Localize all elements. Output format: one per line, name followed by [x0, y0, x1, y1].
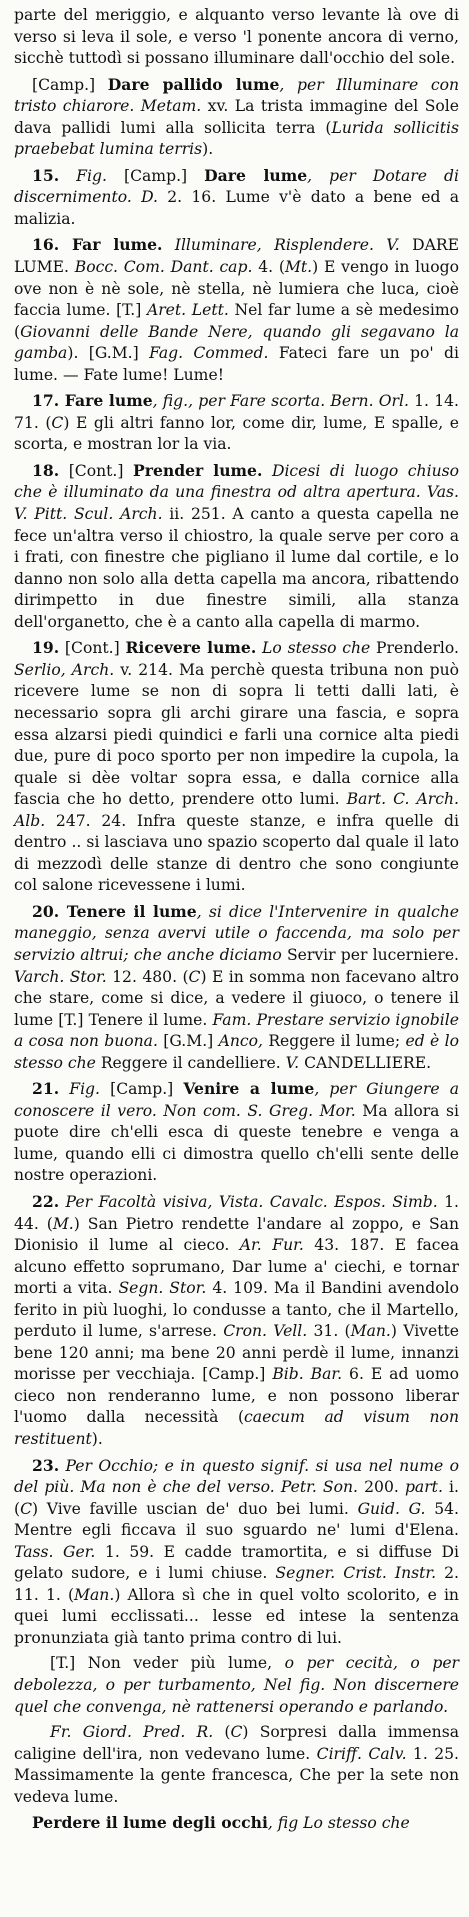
body-text: [Camp.]: [100, 1080, 184, 1099]
italic-text: , fig., per Fare scorta. Bern. Orl.: [152, 392, 409, 411]
body-text: 200.: [358, 1478, 405, 1497]
headword-text: 18.: [32, 460, 60, 480]
body-text: 4. 109. Ma il Bandini avendolo ferito in più luoghi, lo condusse a tanto, che il Martello, perduto il lume, s'arrese.: [14, 1279, 459, 1341]
italic-text: caecum ad visum non restituent: [14, 1408, 459, 1448]
body-text: [Camp.]: [106, 166, 205, 185]
body-text: parte del meriggio, e alquanto verso levante là ove di verso si leva il sole, e verso 'l ponente ancora di verno, sicchè tuttodì si possano illuminare dall'occhio del sole.: [14, 6, 459, 68]
italic-text: Anco,: [218, 1032, 263, 1051]
italic-text: , fig Lo stesso che: [267, 1814, 410, 1833]
body-text: 2. 16. Lume v'è dato a bene ed a malizia.: [14, 188, 459, 228]
entry-paragraph: [14, 1455, 459, 1650]
italic-text: Fam. Prestare servizio ignobile a cosa non buona.: [14, 1010, 459, 1051]
body-text: 31. (: [307, 1322, 351, 1341]
italic-text: Illuminare, Risplendere. V.: [162, 236, 400, 255]
body-text: ).: [91, 1430, 103, 1448]
italic-text: , per Dotare di discernimento. D.: [14, 166, 459, 207]
headword-text: 20. Tenere il lume: [32, 901, 197, 921]
entry-paragraph: [14, 234, 459, 386]
italic-text: Man.: [350, 1322, 391, 1341]
body-text: ) E gli altri fanno lor, come dir, lume, E spalle, e scorta, e mostran lor la via.: [14, 413, 459, 454]
body-text: Prenderlo.: [370, 639, 459, 658]
entry-paragraph: [14, 1812, 459, 1835]
body-text: 6. E ad uomo cieco non renderanno lume, e non possono liberar l'uomo dalla necessità (: [14, 1365, 459, 1427]
headword-text: 22.: [32, 1191, 60, 1211]
body-text: [Cont.]: [59, 461, 133, 480]
body-text: CANDELLIERE.: [299, 1053, 432, 1072]
body-text: [Camp.]: [32, 75, 108, 94]
body-text: ) Vivette bene 120 anni; ma bene 20 anni perdè il lume, innanzi morisse per vecchiaja. [Camp.]: [14, 1322, 459, 1384]
headword-text: Perdere il lume degli occhi: [32, 1813, 268, 1833]
body-text: Reggere il candelliere.: [95, 1053, 286, 1072]
italic-text: Per Occhio; e in questo signif. si usa nel nume o del più. Ma non è che del verso. Petr. Son.: [14, 1456, 459, 1497]
body-text: ) E in somma non facevano altro che stare, come si dice, a vedere il giuoco, o tenere il lume [T.] Tenere il lume.: [14, 967, 459, 1029]
italic-text: Fig.: [59, 1080, 100, 1099]
body-text: 1. 59. E cadde tramortita, e si diffuse Di gelato sudore, e i lumi chiuse.: [14, 1542, 459, 1583]
italic-text: , per Illuminare con tristo chiarore. Metam.: [14, 75, 459, 116]
italic-text: Fr. Giord. Pred. R.: [50, 1723, 214, 1742]
body-text: [T.] Non veder più lume,: [50, 1654, 285, 1673]
body-text: Nel far lume a sè medesimo (: [14, 301, 459, 341]
body-text: 4. (: [252, 258, 285, 277]
body-text: 2. 11. 1. (: [14, 1564, 459, 1604]
headword-text: Dare lume: [204, 165, 308, 185]
body-text: Ma allora si puote dire ch'elli esca di queste tenebre e venga a lume, quando elli ci dimostra quello ch'elli sente delle nostre operazioni.: [14, 1101, 459, 1185]
italic-text: Fig.: [59, 166, 107, 185]
body-text: [G.M.]: [157, 1032, 219, 1051]
body-text: ) San Pietro rendette l'andare al zoppo, e San Dionisio il lume al cieco.: [14, 1214, 459, 1255]
body-text: 12. 480. (: [106, 967, 189, 986]
body-text: ).: [202, 140, 214, 159]
body-text: DARE LUME.: [14, 236, 459, 277]
italic-text: V.: [285, 1053, 300, 1072]
body-text: 54. Mentre egli ficcava il suo sguardo ne' lumi d'Elena.: [14, 1499, 460, 1540]
body-text: ) Sorpresi dalla immensa caligine dell'ira, non vedevano lume.: [14, 1723, 459, 1763]
italic-text: C: [188, 967, 201, 986]
body-text: 1. 44. (: [14, 1192, 459, 1233]
entry-paragraph: [14, 637, 459, 897]
italic-text: Lo stesso che: [256, 639, 371, 658]
body-text: ). [G.M.]: [67, 344, 150, 363]
italic-text: M.: [52, 1214, 74, 1233]
italic-text: Varch. Stor.: [14, 967, 107, 986]
italic-text: Guid. G.: [357, 1499, 426, 1518]
body-text: Servir per lucerniere.: [281, 945, 460, 964]
italic-text: , si dice l'Intervenire in qualche maneggio, senza avervi utile o faccenda, ma solo per servizio altrui; che anche diciamo: [14, 902, 460, 964]
entry-paragraph: [14, 460, 459, 633]
headword-text: Dare pallido lume: [107, 74, 280, 94]
headword-text: 23.: [32, 1455, 60, 1475]
body-text: v. 214. Ma perchè questa tribuna non può ricevere lume se non di sopra li tetti dalli lati, è necessario sopra gli archi girare una fascia, e sopra essa alzarsi piedi quindici e farli una cornice alta piedi due, pure di poco sporto per non impedire la cupola, la quale si dèe voltar sopra essa, e dalla cornice alla fascia che ho detto, prendere otto lumi.: [14, 660, 459, 809]
italic-text: Segn. Stor.: [118, 1279, 207, 1298]
entry-paragraph: [14, 1722, 459, 1808]
italic-text: Man.: [74, 1585, 115, 1604]
body-text: Reggere il lume;: [262, 1032, 406, 1051]
body-text: 1. 25. Massimamente la gente francesca, Che per la sete non vedeva lume.: [14, 1744, 459, 1806]
italic-text: Aret. Lett.: [146, 301, 229, 320]
italic-text: Bart. C. Arch. Alb.: [14, 790, 459, 830]
entry-paragraph: [14, 1191, 459, 1451]
body-text: xv. La trista immagine del Sole dava pallidi lumi alla sollicita terra (: [14, 97, 459, 137]
entry-paragraph: [14, 165, 459, 231]
italic-text: Tass. Ger.: [14, 1542, 96, 1561]
body-text: ) E vengo in luogo ove non è nè sole, nè stella, nè lumiera che luca, cioè faccia lume. [T.]: [14, 258, 459, 320]
body-text: Fateci fare un po' di lume. — Fate lume! Lume!: [14, 344, 459, 384]
body-text: 43. 187. E facea alcuno effetto soprumano, Dar lume a' ciechi, e tornar morti a vita.: [14, 1236, 459, 1298]
headword-text: Prender lume.: [133, 460, 263, 480]
italic-text: Bocc. Com. Dant. cap.: [74, 258, 253, 277]
entry-paragraph: [14, 5, 459, 70]
body-text: ) Allora sì che in quel volto scolorito, e in quei lumi ecclissati... lesse ed intese la sentenza pronunziata già tanto prima contro di lui.: [14, 1585, 459, 1647]
headword-text: 19.: [32, 638, 60, 658]
italic-text: C: [20, 1499, 33, 1518]
italic-text: part.: [404, 1478, 443, 1497]
headword-text: Venire a lume: [183, 1079, 315, 1099]
italic-text: Cron. Vell.: [223, 1322, 308, 1341]
entry-paragraph: [14, 1653, 459, 1718]
body-text: 247. 24. Infra queste stanze, e infra quelle di dentro .. si lasciava uno spazio scoperto dal quale il lato di mezzodì delle stanze di dentro che sono congiunte col salone ricevessene i lumi.: [14, 811, 459, 895]
italic-text: o per cecità, o per debolezza, o per turbamento, Nel fig. Non discernere quel che convenga, nè rattenersi operando e parlando.: [14, 1654, 460, 1716]
entry-paragraph: [14, 901, 459, 1074]
italic-text: Lurida sollicitis praebebat lumina terris: [14, 118, 460, 159]
headword-text: 21.: [32, 1079, 60, 1099]
entry-paragraph: [14, 74, 459, 161]
italic-text: Ciriff. Calv.: [316, 1744, 407, 1763]
italic-text: ed è lo stesso che: [14, 1032, 459, 1072]
italic-text: , per Giungere a conoscere il vero. Non com. S. Greg. Mor.: [14, 1080, 459, 1120]
body-text: 1. 14. 71. (: [14, 392, 460, 432]
italic-text: Dicesi di luogo chiuso che è illuminato da una finestra od altra apertura. Vas. V. Pitt. Scul. Arch.: [14, 461, 459, 524]
italic-text: Serlio, Arch.: [14, 660, 115, 679]
italic-text: Mt.: [284, 258, 313, 277]
italic-text: Bib. Bar.: [272, 1365, 343, 1384]
body-text: ii. 251. A canto a questa capella ne fece un'altra verso il chiostro, la quale serve per coro a i frati, con finestre che pigliano il lume dal cortile, e lo danno non solo alla detta capella ma ancora, ribattendo dirimpetto in due finestre simili, alla stanza dell'organetto, che è a canto alla capella di marmo.: [14, 505, 459, 631]
italic-text: C: [51, 413, 64, 432]
body-text: (: [213, 1723, 231, 1742]
italic-text: Per Facoltà visiva, Vista. Cavalc. Espos. Simb.: [59, 1192, 438, 1211]
italic-text: Ar. Fur.: [239, 1236, 304, 1255]
headword-text: 16. Far lume.: [32, 235, 163, 255]
headword-text: Ricevere lume.: [125, 638, 257, 658]
italic-text: Fag. Commed.: [149, 344, 269, 363]
body-text: i. (: [14, 1478, 459, 1518]
italic-text: Giovanni delle Bande Nere, quando gli segavano la gamba: [14, 322, 459, 363]
body-text: [Cont.]: [59, 639, 126, 658]
entry-paragraph: [14, 390, 459, 456]
headword-text: 17. Fare lume: [32, 391, 153, 411]
italic-text: Segner. Crist. Instr.: [275, 1564, 437, 1583]
italic-text: C: [230, 1723, 243, 1742]
body-text: ) Vive faville uscian de' duo bei lumi.: [32, 1499, 358, 1518]
headword-text: 15.: [32, 165, 60, 185]
entry-paragraph: [14, 1078, 459, 1187]
